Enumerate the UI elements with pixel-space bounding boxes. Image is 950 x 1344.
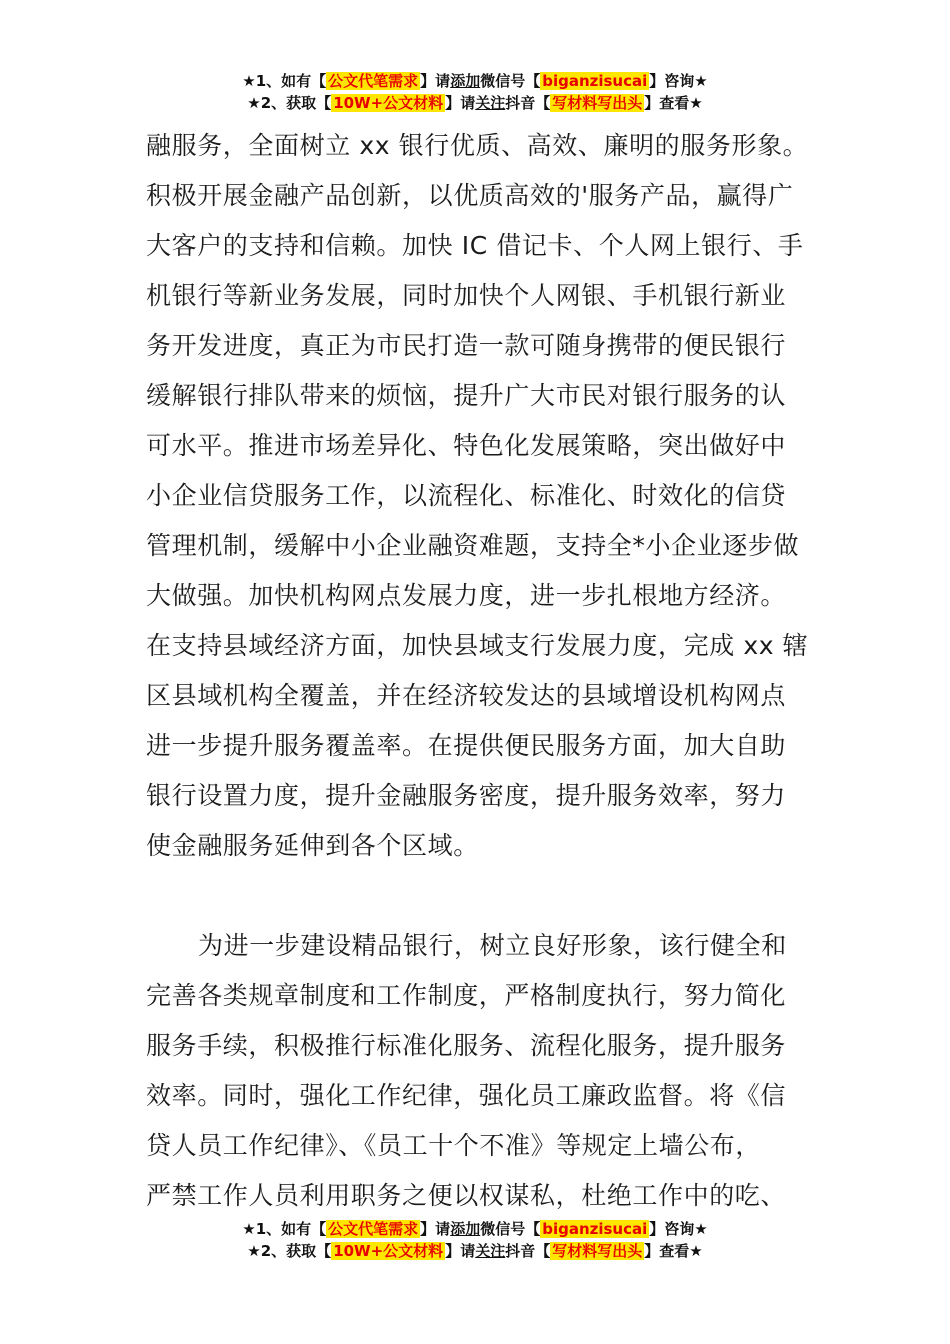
- text-line: 银行设置力度，提升金融服务密度，提升服务效率，努力: [146, 781, 787, 810]
- banner-underlined-text: 添加: [450, 72, 481, 90]
- banner-underlined-text: 关注: [475, 94, 506, 112]
- banner-underlined-text: 添加: [450, 1220, 481, 1238]
- banner-text: 】查看★: [644, 1242, 703, 1260]
- paragraph-2: [146, 921, 816, 1221]
- paragraph-1: [146, 121, 816, 871]
- text-line: 管理机制，缓解中小企业融资难题，支持全*小企业逐步做: [146, 531, 800, 560]
- banner-text: 】咨询★: [649, 1220, 708, 1238]
- banner-text: 抖音【: [505, 94, 551, 112]
- paragraph-spacer: [146, 871, 816, 921]
- banner-text: 抖音【: [505, 1242, 551, 1260]
- text-line: 在支持县域经济方面，加快县域支行发展力度，完成 xx 辖: [146, 631, 809, 660]
- text-line: 务开发进度，真正为市民打造一款可随身携带的便民银行: [146, 331, 787, 360]
- text-line: 为进一步建设精品银行，树立良好形象，该行健全和: [198, 931, 787, 960]
- highlight-materials: 10W+公文材料: [333, 94, 444, 112]
- banner-line-1: [0, 70, 950, 92]
- highlight-wechat-id: biganzisucai: [542, 72, 648, 90]
- banner-text: 】请: [445, 94, 476, 112]
- highlight-materials: 10W+公文材料: [333, 1242, 444, 1260]
- text-line: 进一步提升服务覆盖率。在提供便民服务方面，加大自助: [146, 731, 787, 760]
- highlight-service: 公文代笔需求: [328, 1220, 419, 1238]
- text-line: 大做强。加快机构网点发展力度，进一步扎根地方经济。: [146, 581, 787, 610]
- highlight-douyin-account: 写材料写出头: [552, 94, 643, 112]
- banner-text: ★2、获取【: [247, 94, 332, 112]
- text-line: 积极开展金融产品创新，以优质高效的'服务产品，赢得广: [146, 181, 794, 210]
- banner-text: ★1、如有【: [242, 1220, 327, 1238]
- banner-text: ★2、获取【: [247, 1242, 332, 1260]
- banner-text: 微信号【: [480, 1220, 541, 1238]
- text-line: 效率。同时，强化工作纪律，强化员工廉政监督。将《信: [146, 1081, 787, 1110]
- banner-text: 】请: [420, 1220, 451, 1238]
- highlight-service: 公文代笔需求: [328, 72, 419, 90]
- text-line: 机银行等新业务发展，同时加快个人网银、手机银行新业: [146, 281, 787, 310]
- text-line: 区县域机构全覆盖，并在经济较发达的县域增设机构网点: [146, 681, 787, 710]
- banner-text: 】请: [420, 72, 451, 90]
- text-line: 贷人员工作纪律》、《员工十个不准》等规定上墙公布，: [146, 1131, 762, 1160]
- banner-text: 】请: [445, 1242, 476, 1260]
- document-body: [146, 121, 816, 1221]
- text-line: 大客户的支持和信赖。加快 IC 借记卡、个人网上银行、手: [146, 231, 804, 260]
- banner-text: ★1、如有【: [242, 72, 327, 90]
- banner-line-2: [0, 1240, 950, 1262]
- text-line: 缓解银行排队带来的烦恼，提升广大市民对银行服务的认: [146, 381, 787, 410]
- banner-text: 微信号【: [480, 72, 541, 90]
- text-line: 融服务，全面树立 xx 银行优质、高效、廉明的服务形象。: [146, 131, 809, 160]
- highlight-douyin-account: 写材料写出头: [552, 1242, 643, 1260]
- text-line: 可水平。推进市场差异化、特色化发展策略，突出做好中: [146, 431, 787, 460]
- banner-line-1: [0, 1218, 950, 1240]
- banner-line-2: [0, 92, 950, 114]
- banner-text: 】查看★: [644, 94, 703, 112]
- text-line: 严禁工作人员利用职务之便以权谋私，杜绝工作中的吃、: [146, 1181, 787, 1210]
- text-line: 小企业信贷服务工作，以流程化、标准化、时效化的信贷: [146, 481, 787, 510]
- banner-underlined-text: 关注: [475, 1242, 506, 1260]
- banner-text: 】咨询★: [649, 72, 708, 90]
- highlight-wechat-id: biganzisucai: [542, 1220, 648, 1238]
- text-line: 完善各类规章制度和工作制度，严格制度执行，努力简化: [146, 981, 787, 1010]
- text-line: 服务手续，积极推行标准化服务、流程化服务，提升服务: [146, 1031, 787, 1060]
- header-banner: [0, 70, 950, 114]
- text-line: 使金融服务延伸到各个区域。: [146, 831, 479, 860]
- footer-banner: [0, 1218, 950, 1262]
